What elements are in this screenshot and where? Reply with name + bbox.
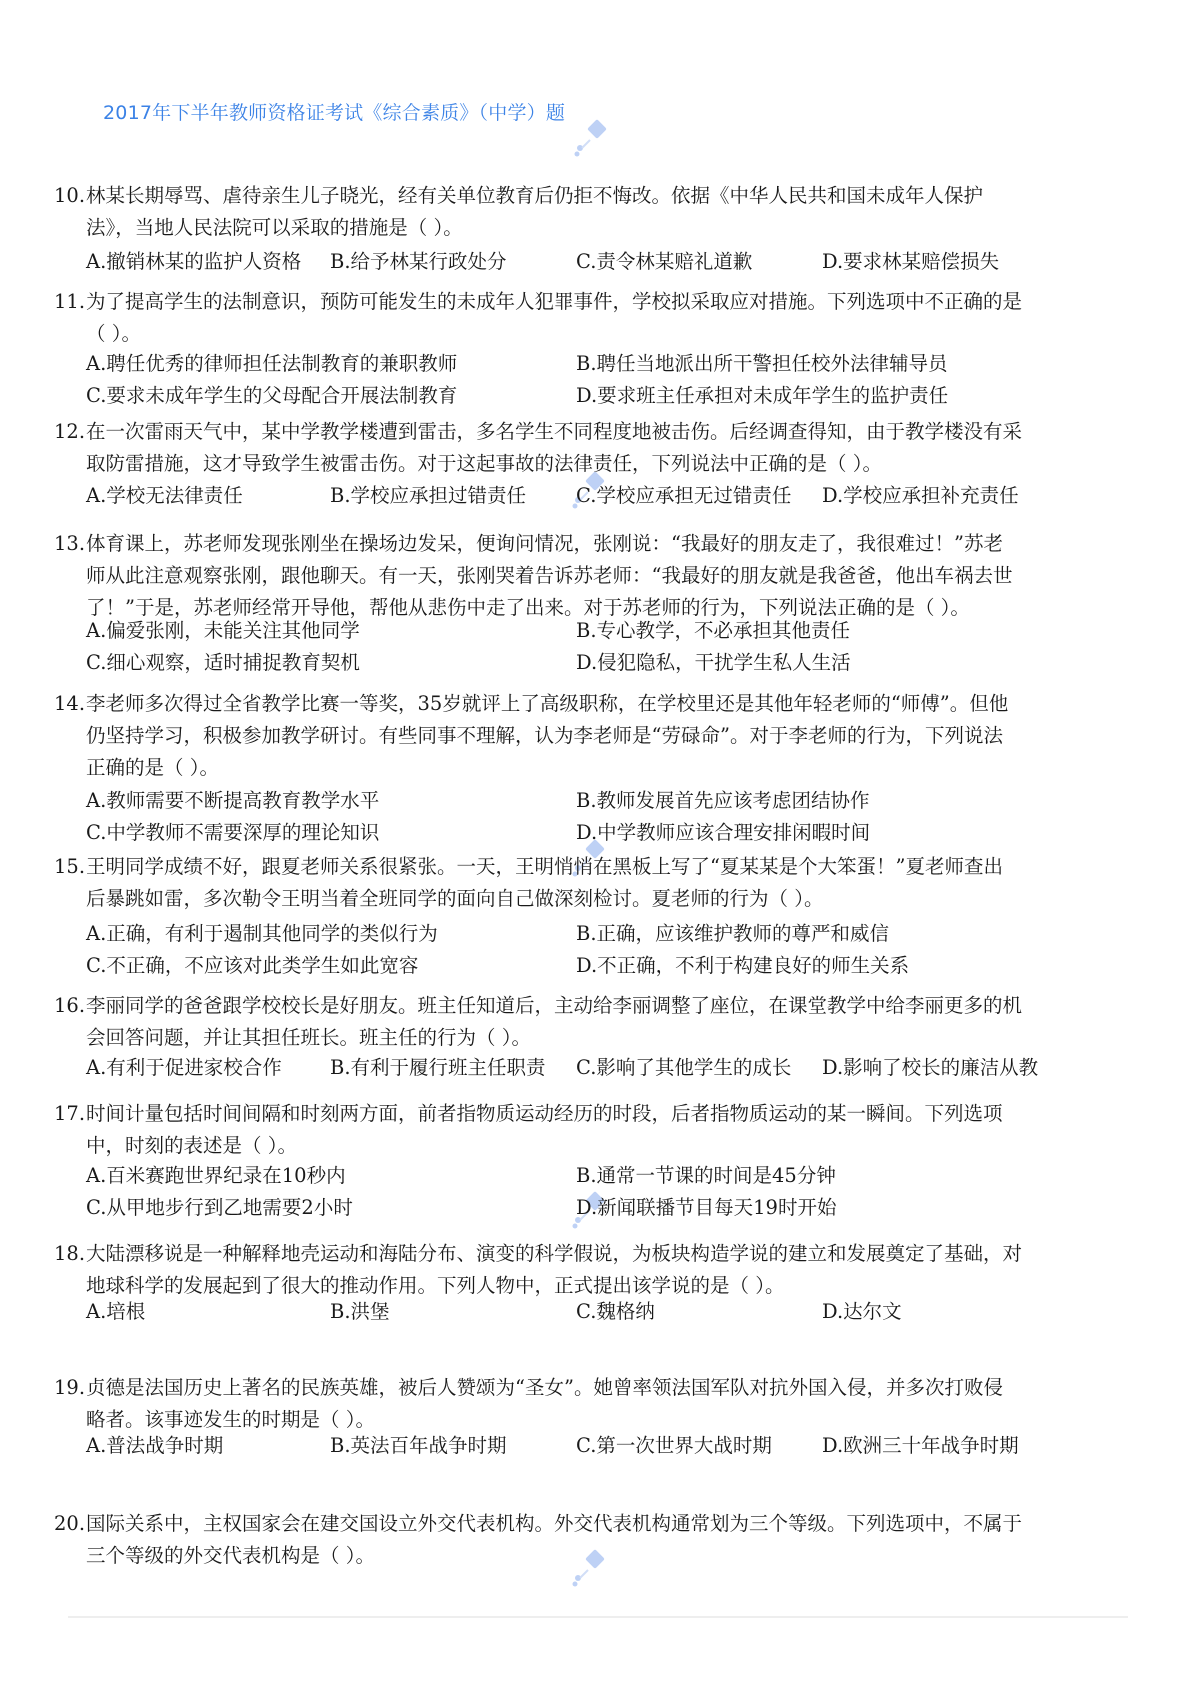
option-b[interactable]: B.聘任当地派出所干警担任校外法律辅导员 <box>576 352 948 375</box>
question-text: 法》，当地人民法院可以采取的措施是（ ）。 <box>86 216 463 239</box>
option-b[interactable]: B.教师发展首先应该考虑团结协作 <box>576 789 870 812</box>
options-row <box>54 615 1114 647</box>
option-d[interactable]: D.要求林某赔偿损失 <box>822 250 1000 273</box>
option-b[interactable]: B.洪堡 <box>330 1300 390 1323</box>
question-stem-line <box>54 560 1114 592</box>
option-c[interactable]: C.学校应承担无过错责任 <box>576 484 792 507</box>
option-a[interactable]: A.培根 <box>86 1300 146 1323</box>
question-stem-line <box>54 1238 1114 1270</box>
options-row <box>54 1192 1114 1224</box>
option-c[interactable]: C.第一次世界大战时期 <box>576 1434 772 1457</box>
question-stem-line <box>54 990 1114 1022</box>
option-d[interactable]: D.欧洲三十年战争时期 <box>822 1434 1019 1457</box>
question-text: 会回答问题，并让其担任班长。班主任的行为（ ）。 <box>86 1026 531 1049</box>
question-text: 略者。该事迹发生的时期是（ ）。 <box>86 1408 375 1431</box>
option-b[interactable]: B.专心教学，不必承担其他责任 <box>576 619 851 642</box>
question-text: 为了提高学生的法制意识，预防可能发生的未成年人犯罪事件，学校拟采取应对措施。下列选项中不正确的是 <box>86 290 1023 313</box>
question-stem-line <box>54 1130 1114 1162</box>
question-text: 大陆漂移说是一种解释地壳运动和海陆分布、演变的科学假说，为板块构造学说的建立和发展奠定了基础，对 <box>86 1242 1023 1265</box>
question-text: （ ）。 <box>86 322 141 345</box>
question-text: 后暴跳如雷，多次勒令王明当着全班同学的面向自己做深刻检讨。夏老师的行为（ ）。 <box>86 887 824 910</box>
option-b[interactable]: B.正确，应该维护教师的尊严和威信 <box>576 922 890 945</box>
question-text: 林某长期辱骂、虐待亲生儿子晓光，经有关单位教育后仍拒不悔改。依据《中华人民共和国未成年人保护 <box>86 184 984 207</box>
question-number: 19. <box>54 1376 86 1399</box>
option-c[interactable]: C.魏格纳 <box>576 1300 655 1323</box>
options-row <box>54 348 1114 380</box>
option-d[interactable]: D.侵犯隐私，干扰学生私人生活 <box>576 651 851 674</box>
options-row <box>54 918 1114 950</box>
options-row <box>54 1160 1114 1192</box>
question-text: 取防雷措施，这才导致学生被雷击伤。对于这起事故的法律责任，下列说法中正确的是（ ）。 <box>86 452 882 475</box>
options-row <box>54 785 1114 817</box>
option-b[interactable]: B.英法百年战争时期 <box>330 1434 507 1457</box>
question-text: 仍坚持学习，积极参加教学研讨。有些同事不理解，认为李老师是“劳碌命”。对于李老师的行为，下列说法 <box>86 724 1003 747</box>
option-d[interactable]: D.新闻联播节目每天19时开始 <box>576 1196 837 1219</box>
question-stem-line <box>54 318 1114 350</box>
question-stem-line <box>54 883 1114 915</box>
question-stem-line <box>54 1508 1114 1540</box>
options-row <box>54 1052 1114 1084</box>
question-number: 13. <box>54 532 86 555</box>
option-d[interactable]: D.要求班主任承担对未成年学生的监护责任 <box>576 384 949 407</box>
options-row <box>54 1296 1114 1328</box>
option-a[interactable]: A.正确，有利于遏制其他同学的类似行为 <box>86 922 438 945</box>
question-stem-line <box>54 528 1114 560</box>
option-d[interactable]: D.学校应承担补充责任 <box>822 484 1019 507</box>
question-text: 李丽同学的爸爸跟学校校长是好朋友。班主任知道后，主动给李丽调整了座位，在课堂教学中给李丽更多的机 <box>86 994 1023 1017</box>
question-number: 20. <box>54 1512 86 1535</box>
question-number: 16. <box>54 994 86 1017</box>
option-a[interactable]: A.普法战争时期 <box>86 1434 224 1457</box>
options-row <box>54 817 1114 849</box>
question-text: 正确的是（ ）。 <box>86 756 219 779</box>
question-stem-line <box>54 448 1114 480</box>
option-c[interactable]: C.责令林某赔礼道歉 <box>576 250 753 273</box>
question-stem-line <box>54 286 1114 318</box>
question-stem-line <box>54 1022 1114 1054</box>
question-number: 17. <box>54 1102 86 1125</box>
options-row <box>54 480 1114 512</box>
option-b[interactable]: B.通常一节课的时间是45分钟 <box>576 1164 836 1187</box>
question-text: 体育课上，苏老师发现张刚坐在操场边发呆，便询问情况，张刚说：“我最好的朋友走了，我很难过！”苏老 <box>86 532 1003 555</box>
options-row <box>54 380 1114 412</box>
page-divider <box>68 1616 1128 1618</box>
option-a[interactable]: A.学校无法律责任 <box>86 484 243 507</box>
question-number: 18. <box>54 1242 86 1265</box>
option-d[interactable]: D.达尔文 <box>822 1300 902 1323</box>
question-text: 王明同学成绩不好，跟夏老师关系很紧张。一天，王明悄悄在黑板上写了“夏某某是个大笨蛋！”夏老师查出 <box>86 855 1003 878</box>
option-a[interactable]: A.撤销林某的监护人资格 <box>86 250 302 273</box>
option-b[interactable]: B.学校应承担过错责任 <box>330 484 527 507</box>
question-number: 15. <box>54 855 86 878</box>
option-b[interactable]: B.给予林某行政处分 <box>330 250 507 273</box>
option-a[interactable]: A.有利于促进家校合作 <box>86 1056 282 1079</box>
option-a[interactable]: A.聘任优秀的律师担任法制教育的兼职教师 <box>86 352 458 375</box>
question-number: 14. <box>54 692 86 715</box>
question-stem-line <box>54 416 1114 448</box>
question-stem-line <box>54 1540 1114 1572</box>
option-c[interactable]: C.中学教师不需要深厚的理论知识 <box>86 821 380 844</box>
document-title: 2017年下半年教师资格证考试《综合素质》（中学）题 <box>103 102 566 124</box>
question-number: 10. <box>54 184 86 207</box>
option-c[interactable]: C.细心观察，适时捕捉教育契机 <box>86 651 360 674</box>
question-text: 中，时刻的表述是（ ）。 <box>86 1134 297 1157</box>
option-b[interactable]: B.有利于履行班主任职责 <box>330 1056 546 1079</box>
option-a[interactable]: A.百米赛跑世界纪录在10秒内 <box>86 1164 346 1187</box>
options-row <box>54 950 1114 982</box>
question-text: 地球科学的发展起到了很大的推动作用。下列人物中，正式提出该学说的是（ ）。 <box>86 1274 785 1297</box>
question-text: 了！”于是，苏老师经常开导他，帮他从悲伤中走了出来。对于苏老师的行为，下列说法正确的是（ ）。 <box>86 596 970 619</box>
question-text: 三个等级的外交代表机构是（ ）。 <box>86 1544 375 1567</box>
question-stem-line <box>54 851 1114 883</box>
option-c[interactable]: C.从甲地步行到乙地需要2小时 <box>86 1196 353 1219</box>
option-c[interactable]: C.不正确，不应该对此类学生如此宽容 <box>86 954 419 977</box>
options-row <box>54 647 1114 679</box>
option-a[interactable]: A.教师需要不断提高教育教学水平 <box>86 789 380 812</box>
options-row <box>54 246 1114 278</box>
option-c[interactable]: C.影响了其他学生的成长 <box>576 1056 792 1079</box>
question-number: 12. <box>54 420 86 443</box>
option-d[interactable]: D.中学教师应该合理安排闲暇时间 <box>576 821 871 844</box>
question-text: 时间计量包括时间间隔和时刻两方面，前者指物质运动经历的时段，后者指物质运动的某一瞬间。下列选项 <box>86 1102 1003 1125</box>
question-stem-line <box>54 1372 1114 1404</box>
question-text: 李老师多次得过全省教学比赛一等奖，35岁就评上了高级职称，在学校里还是其他年轻老师的“师傅”。但他 <box>86 692 1009 715</box>
question-stem-line <box>54 720 1114 752</box>
question-text: 贞德是法国历史上著名的民族英雄，被后人赞颂为“圣女”。她曾率领法国军队对抗外国入侵，并多次打败侵 <box>86 1376 1003 1399</box>
option-d[interactable]: D.影响了校长的廉洁从教 <box>822 1056 1039 1079</box>
question-stem-line <box>54 212 1114 244</box>
question-text: 在一次雷雨天气中，某中学教学楼遭到雷击，多名学生不同程度地被击伤。后经调查得知，由于教学楼没有采 <box>86 420 1023 443</box>
question-text: 师从此注意观察张刚，跟他聊天。有一天，张刚哭着告诉苏老师：“我最好的朋友就是我爸爸，他出车祸去世 <box>86 564 1013 587</box>
option-c[interactable]: C.要求未成年学生的父母配合开展法制教育 <box>86 384 458 407</box>
question-stem-line <box>54 752 1114 784</box>
question-stem-line <box>54 688 1114 720</box>
option-a[interactable]: A.偏爱张刚，未能关注其他同学 <box>86 619 360 642</box>
option-d[interactable]: D.不正确，不利于构建良好的师生关系 <box>576 954 910 977</box>
watermark-icon <box>570 118 610 158</box>
question-stem-line <box>54 1098 1114 1130</box>
options-row <box>54 1430 1114 1462</box>
question-number: 11. <box>54 290 86 313</box>
question-stem-line <box>54 180 1114 212</box>
question-text: 国际关系中，主权国家会在建交国设立外交代表机构。外交代表机构通常划为三个等级。下列选项中，不属于 <box>86 1512 1023 1535</box>
